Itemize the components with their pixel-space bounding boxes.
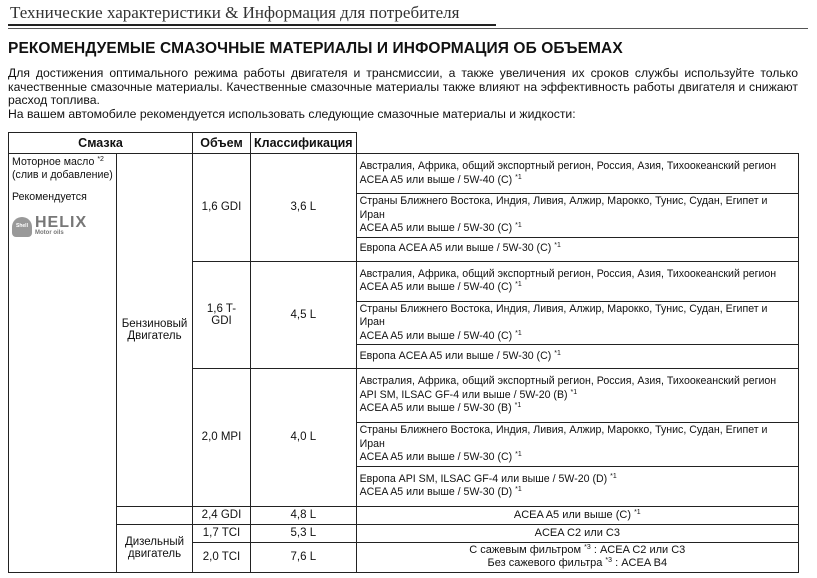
footnote-mark: *2 — [97, 156, 104, 163]
engine-volume: 4,8 L — [251, 506, 357, 524]
intro-paragraph: Для достижения оптимального режима работы двигателя и трансмиссии, а также увеличения их сроков службы используйте только качественные смазочные материалы. Качественные смазочные материалы также влияют на эффективность работы двигателя и снижают расход топлива. — [8, 66, 798, 107]
header-volume: Объем — [193, 133, 251, 154]
classification-cell: Европа ACEA A5 или выше / 5W-30 (C) $^{*1}$ — [356, 345, 798, 369]
intro-paragraph-2: На вашем автомобиле рекомендуется использовать следующие смазочные материалы и жидкости: — [8, 106, 576, 121]
petrol-cell-continued — [117, 506, 193, 524]
diesel-engine-label: Дизельный двигатель — [117, 524, 193, 572]
classification-cell: ACEA C2 или C3 — [356, 524, 798, 542]
table-row — [9, 154, 799, 194]
engine-volume: 5,3 L — [251, 524, 357, 542]
classification-cell: Австралия, Африка, общий экспортный регион, Россия, Азия, Тихоокеанский регион ACEA A5 или выше / 5W-40 (C) $^{*1}$ — [356, 261, 798, 301]
section-header — [8, 2, 496, 26]
header-classification: Классификация — [251, 133, 357, 154]
table-row — [9, 524, 799, 542]
oil-cell-continued — [9, 506, 117, 524]
classification-cell: Европа ACEA A5 или выше / 5W-30 (C) $^{*1}$ — [356, 237, 798, 261]
engine-name: 2,0 MPI — [193, 369, 251, 507]
engine-volume: 3,6 L — [251, 154, 357, 262]
petrol-engine-label: Бензиновый Двигатель — [117, 154, 193, 507]
shell-icon: Shell — [12, 217, 32, 237]
page-title: РЕКОМЕНДУЕМЫЕ СМАЗОЧНЫЕ МАТЕРИАЛЫ И ИНФОРМАЦИЯ ОБ ОБЪЕМАХ — [8, 40, 623, 57]
classification-cell: Австралия, Африка, общий экспортный регион, Россия, Азия, Тихоокеанский регион API SM, ILSAC GF-4 или выше / 5W-20 (B) $^{*1}$ ACEA A5 или выше / 5W-30 (B) $^{*1}$ — [356, 369, 798, 423]
classification-cell: Австралия, Африка, общий экспортный регион, Россия, Азия, Тихоокеанский регион ACEA A5 или выше / 5W-40 (C) $^{*1}$ — [356, 154, 798, 194]
engine-name: 1,6 T-GDI — [193, 261, 251, 369]
engine-name: 2,4 GDI — [193, 506, 251, 524]
engine-name: 1,6 GDI — [193, 154, 251, 262]
section-title: Технические характеристики & Информация для потребителя — [10, 3, 460, 22]
engine-oil-cell — [9, 154, 117, 507]
header-lubricant: Смазка — [9, 133, 193, 154]
table-row — [9, 506, 799, 524]
lubricant-table — [8, 132, 799, 573]
intro-text — [8, 67, 798, 121]
shell-helix-logo: Shell HELIX Motor oils — [12, 216, 113, 237]
oil-sublabel: (слив и добавление) — [12, 169, 113, 181]
engine-volume: 4,5 L — [251, 261, 357, 369]
engine-name: 2,0 TCI — [193, 542, 251, 572]
table-header-row — [9, 133, 799, 154]
oil-cell-continued — [9, 524, 117, 542]
classification-cell: ACEA A5 или выше (C) $^{*1}$ — [356, 506, 798, 524]
engine-volume: 4,0 L — [251, 369, 357, 507]
classification-cell: Страны Ближнего Востока, Индия, Ливия, Алжир, Марокко, Тунис, Судан, Египет и Иран ACEA A5 или выше / 5W-30 (C) $^{*1}$ — [356, 194, 798, 238]
divider — [8, 28, 808, 29]
recommended-label: Рекомендуется — [12, 191, 87, 203]
classification-cell: С сажевым фильтром $^{*3}$ : ACEA C2 или C3 Без сажевого фильтра $^{*3}$ : ACEA B4 — [356, 542, 798, 572]
classification-cell: Европа API SM, ILSAC GF-4 или выше / 5W-20 (D) $^{*1}$ ACEA A5 или выше / 5W-30 (D) $^{*1}$ — [356, 466, 798, 506]
oil-cell-continued — [9, 542, 117, 572]
classification-cell: Страны Ближнего Востока, Индия, Ливия, Алжир, Марокко, Тунис, Судан, Египет и Иран ACEA A5 или выше / 5W-40 (C) $^{*1}$ — [356, 301, 798, 345]
engine-name: 1,7 TCI — [193, 524, 251, 542]
oil-label: Моторное масло — [12, 156, 95, 168]
engine-volume: 7,6 L — [251, 542, 357, 572]
classification-cell: Страны Ближнего Востока, Индия, Ливия, Алжир, Марокко, Тунис, Судан, Египет и Иран ACEA A5 или выше / 5W-30 (C) $^{*1}$ — [356, 423, 798, 467]
